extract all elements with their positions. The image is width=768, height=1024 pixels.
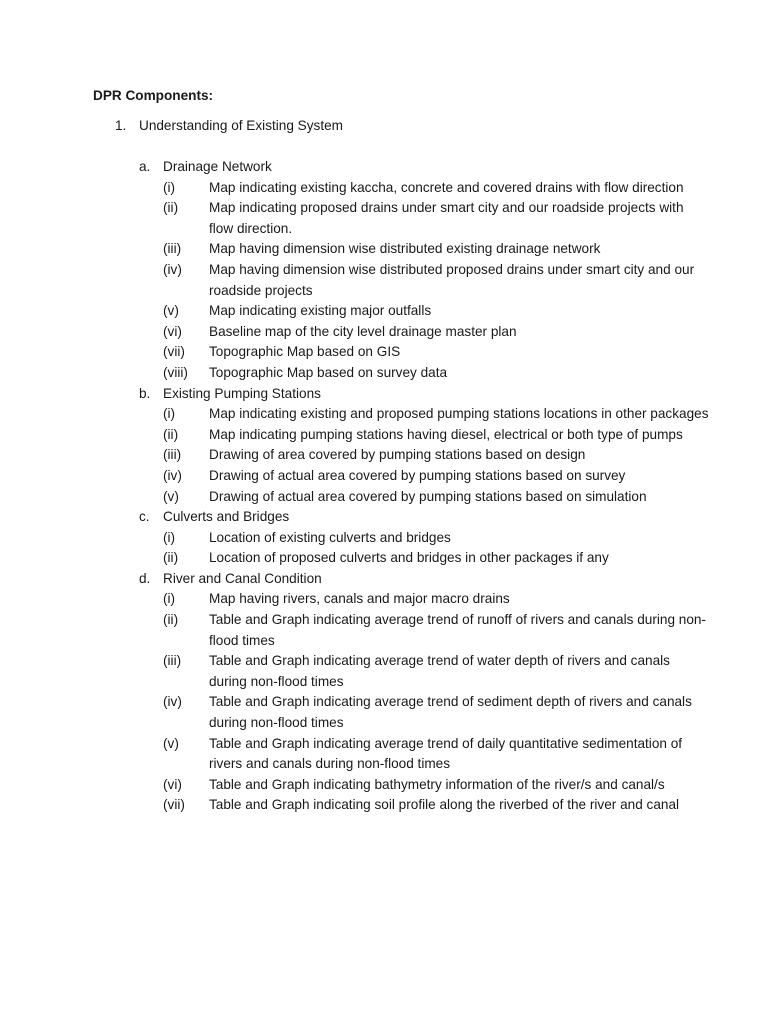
sub-item-numeral: (ii) <box>163 200 179 216</box>
document-title: DPR Components: <box>93 88 214 103</box>
sub-item-numeral: (viii) <box>163 364 188 380</box>
sub-item-text: Map indicating pumping stations having diesel, electrical or both type of pumps <box>209 426 683 442</box>
sub-item <box>139 425 719 446</box>
section-letter: a. <box>139 159 151 174</box>
section-heading <box>139 569 719 590</box>
section-label: Culverts and Bridges <box>163 509 290 525</box>
sections-list <box>139 157 719 816</box>
section-letter: d. <box>139 570 151 586</box>
sub-item-numeral: (vii) <box>163 797 185 813</box>
sub-item-numeral: (i) <box>163 591 176 607</box>
section-heading <box>139 507 719 528</box>
sub-item <box>139 734 719 775</box>
sub-item-numeral: (v) <box>163 735 179 751</box>
sub-item-text: Map having rivers, canals and major macro drains <box>209 591 510 607</box>
sub-item <box>139 363 719 384</box>
sub-item-numeral: (v) <box>163 488 179 504</box>
sub-item-numeral: (ii) <box>163 550 179 566</box>
sub-item-text: Map indicating existing and proposed pumping stations locations in other packages <box>209 406 709 422</box>
sub-item-text: Map indicating existing kaccha, concrete and covered drains with flow direction <box>209 179 684 195</box>
sub-item <box>139 322 719 343</box>
sub-item <box>139 198 719 239</box>
sub-item <box>139 260 719 301</box>
sub-item-numeral: (iv) <box>163 467 182 483</box>
section-label: Drainage Network <box>163 159 272 174</box>
sub-item <box>139 692 719 733</box>
sub-item-text: Location of proposed culverts and bridges in other packages if any <box>209 550 609 566</box>
sub-item-text: Table and Graph indicating average trend of sediment depth of rivers and canals during non-flood times <box>209 694 692 731</box>
section-heading <box>139 157 719 178</box>
sub-item-text: Table and Graph indicating average trend of water depth of rivers and canals during non-flood times <box>209 653 670 689</box>
sub-item-text: Table and Graph indicating bathymetry information of the river/s and canal/s <box>209 776 665 792</box>
sub-item-text: Map indicating proposed drains under smart city and our roadside projects with flow direction. <box>209 200 684 236</box>
list-item-label: Understanding of Existing System <box>139 118 344 133</box>
sub-item-text: Table and Graph indicating average trend of runoff of rivers and canals during non-flood times <box>209 612 706 648</box>
sub-item-text: Location of existing culverts and bridges <box>209 529 451 545</box>
section-letter: c. <box>139 509 150 525</box>
sub-item-numeral: (iii) <box>163 447 182 463</box>
list-item-number: 1. <box>115 118 127 133</box>
sub-item-numeral: (vi) <box>163 776 182 792</box>
sub-item <box>139 342 719 363</box>
sub-item-numeral: (iv) <box>163 694 182 710</box>
sub-item-numeral: (i) <box>163 406 176 422</box>
sub-item-text: Map indicating existing major outfalls <box>209 303 432 319</box>
sub-item <box>139 795 719 816</box>
sub-item <box>139 466 719 487</box>
sub-item <box>139 775 719 796</box>
sub-item <box>139 528 719 549</box>
sub-item-text: Table and Graph indicating soil profile along the riverbed of the river and canal <box>209 797 680 813</box>
sub-item-text: Drawing of actual area covered by pumping stations based on survey <box>209 467 626 483</box>
sub-item-numeral: (i) <box>163 179 176 195</box>
sub-item-text: Drawing of area covered by pumping stations based on design <box>209 447 586 463</box>
sub-item-numeral: (v) <box>163 303 179 319</box>
sub-item-text: Baseline map of the city level drainage master plan <box>209 323 517 339</box>
section-label: River and Canal Condition <box>163 570 322 586</box>
sub-item-text: Map having dimension wise distributed existing drainage network <box>209 241 601 257</box>
sub-item-numeral: (ii) <box>163 426 179 442</box>
sub-item <box>139 610 719 651</box>
sub-item-text: Topographic Map based on GIS <box>209 344 401 360</box>
sub-item <box>139 404 719 425</box>
sub-item-text: Map having dimension wise distributed proposed drains under smart city and our roadside projects <box>209 261 695 298</box>
sub-item <box>139 651 719 692</box>
sub-item <box>139 487 719 508</box>
section-letter: b. <box>139 385 151 401</box>
section-heading <box>139 384 719 405</box>
sub-item-text: Drawing of actual area covered by pumping stations based on simulation <box>209 488 647 504</box>
sub-item-numeral: (iv) <box>163 261 182 277</box>
sub-item-text: Topographic Map based on survey data <box>209 364 448 380</box>
sub-item-numeral: (vii) <box>163 344 185 360</box>
sub-item <box>139 445 719 466</box>
section-label: Existing Pumping Stations <box>163 385 321 401</box>
sub-item-numeral: (ii) <box>163 612 179 628</box>
sub-item <box>139 178 719 199</box>
sub-item-text: Table and Graph indicating average trend of daily quantitative sedimentation of rivers and canals during non-flood times <box>209 735 683 772</box>
sub-item <box>139 589 719 610</box>
sub-item <box>139 301 719 322</box>
sub-item <box>139 548 719 569</box>
sub-item <box>139 239 719 260</box>
sub-item-numeral: (iii) <box>163 653 182 669</box>
sub-item-numeral: (i) <box>163 529 176 545</box>
sub-item-numeral: (vi) <box>163 323 182 339</box>
sub-item-numeral: (iii) <box>163 241 182 257</box>
